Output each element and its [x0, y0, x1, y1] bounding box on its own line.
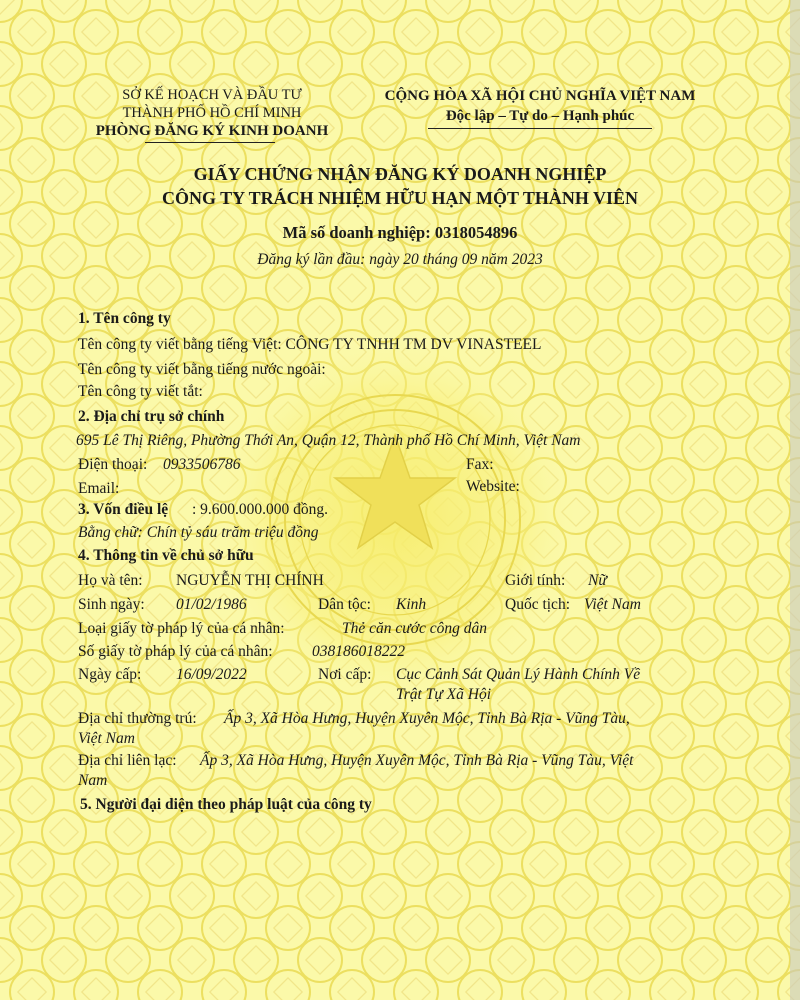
- country-name: CỘNG HÒA XÃ HỘI CHỦ NGHĨA VIỆT NAM: [384, 88, 696, 104]
- section-4-heading: 4. Thông tin về chủ sở hữu: [78, 547, 254, 564]
- ethnicity-value: Kinh: [396, 596, 427, 613]
- gender-label: Giới tính:: [505, 572, 566, 589]
- email-label: Email:: [78, 480, 120, 497]
- motto: Độc lập – Tự do – Hạnh phúc: [445, 108, 635, 124]
- section-1-heading: 1. Tên công ty: [78, 310, 171, 327]
- issue-date-value: 16/09/2022: [176, 666, 247, 683]
- company-name-short: Tên công ty viết tắt:: [78, 383, 203, 400]
- national-motto: [360, 86, 720, 126]
- enterprise-code: Mã số doanh nghiệp: 0318054896: [282, 223, 518, 242]
- motto-underline: [428, 128, 652, 129]
- ethnicity-label: Dân tộc:: [318, 596, 371, 613]
- owner-name-value: NGUYỄN THỊ CHÍNH: [176, 572, 324, 589]
- issue-place-label: Nơi cấp:: [318, 666, 372, 683]
- dob-label: Sinh ngày:: [78, 596, 145, 613]
- contact-address-line-2: Nam: [78, 772, 108, 789]
- authority-line-2: THÀNH PHỐ HỒ CHÍ MINH: [122, 105, 302, 121]
- head-office-address: 695 Lê Thị Riêng, Phường Thới An, Quận 12, Thành phố Hồ Chí Minh, Việt Nam: [76, 432, 581, 449]
- company-name-foreign: Tên công ty viết bằng tiếng nước ngoài:: [78, 361, 326, 378]
- permanent-address-label: Địa chỉ thường trú:: [78, 710, 197, 727]
- nationality-value: Việt Nam: [584, 596, 641, 613]
- issue-place-line-2: Trật Tự Xã Hội: [396, 686, 492, 703]
- id-type-label: Loại giấy tờ pháp lý của cá nhân:: [78, 620, 285, 637]
- charter-capital-in-words: Bằng chữ: Chín tỷ sáu trăm triệu đồng: [78, 524, 319, 541]
- company-name-vietnamese: Tên công ty viết bằng tiếng Việt: CÔNG TY TNHH TM DV VINASTEEL: [78, 336, 542, 353]
- authority-line-1: SỞ KẾ HOẠCH VÀ ĐẦU TƯ: [122, 87, 302, 103]
- fax-label: Fax:: [466, 456, 494, 473]
- id-type-value: Thẻ căn cước công dân: [342, 620, 487, 637]
- authority-line-3: PHÒNG ĐĂNG KÝ KINH DOANH: [95, 123, 329, 139]
- section-2-heading: 2. Địa chỉ trụ sở chính: [78, 408, 225, 425]
- issue-place-line-1: Cục Cảnh Sát Quản Lý Hành Chính Về: [396, 666, 641, 683]
- phone-value: 0933506786: [163, 456, 241, 473]
- permanent-address-line-2: Việt Nam: [78, 730, 135, 747]
- dob-value: 01/02/1986: [176, 596, 247, 613]
- document-title: GIẤY CHỨNG NHẬN ĐĂNG KÝ DOANH NGHIỆP: [193, 164, 607, 184]
- authority-underline: [145, 142, 275, 143]
- id-number-value: 038186018222: [312, 643, 405, 660]
- phone-label: Điện thoại:: [78, 456, 148, 473]
- section-3-heading: 3. Vốn điều lệ: [78, 501, 169, 518]
- company-type: CÔNG TY TRÁCH NHIỆM HỮU HẠN MỘT THÀNH VIÊN: [161, 188, 639, 208]
- nationality-label: Quốc tịch:: [505, 596, 570, 613]
- first-registration-date: Đăng ký lần đầu: ngày 20 tháng 09 năm 2023: [257, 251, 543, 268]
- charter-capital-value: : 9.600.000.000 đồng.: [192, 501, 329, 518]
- issue-date-label: Ngày cấp:: [78, 666, 142, 683]
- website-label: Website:: [466, 478, 520, 495]
- issuing-authority: [62, 86, 362, 140]
- gender-value: Nữ: [588, 572, 607, 589]
- scan-edge: [790, 0, 800, 1000]
- section-5-heading: 5. Người đại diện theo pháp luật của công ty: [80, 796, 372, 813]
- owner-name-label: Họ và tên:: [78, 572, 143, 589]
- id-number-label: Số giấy tờ pháp lý của cá nhân:: [78, 643, 273, 660]
- permanent-address-line-1: Ấp 3, Xã Hòa Hưng, Huyện Xuyên Mộc, Tỉnh Bà Rịa - Vũng Tàu,: [224, 710, 630, 727]
- contact-address-line-1: Ấp 3, Xã Hòa Hưng, Huyện Xuyên Mộc, Tỉnh Bà Rịa - Vũng Tàu, Việt: [200, 752, 634, 769]
- contact-address-label: Địa chỉ liên lạc:: [78, 752, 177, 769]
